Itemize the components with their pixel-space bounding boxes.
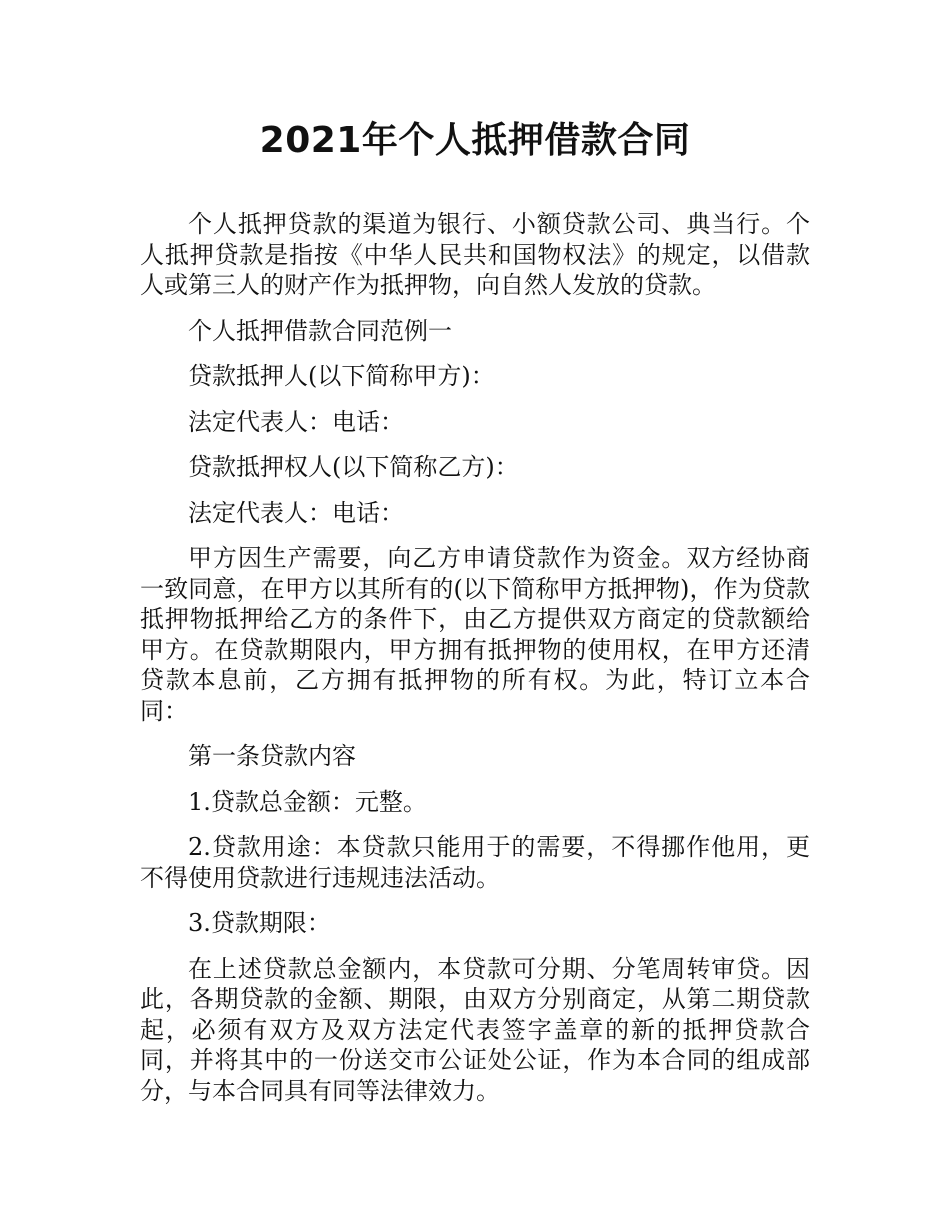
paragraph-preamble: 甲方因生产需要，向乙方申请贷款作为资金。双方经协商一致同意，在甲方以其所有的(以下简称甲方抵押物)，作为贷款抵押物抵押给乙方的条件下，由乙方提供双方商定的贷款额给甲方。在贷款期限内，甲方拥有抵押物的使用权，在甲方还清贷款本息前，乙方拥有抵押物的所有权。为此，特订立本合同： — [140, 544, 810, 725]
paragraph-article-one-heading: 第一条贷款内容 — [188, 742, 356, 770]
document-title: 2021年个人抵押借款合同 — [259, 120, 691, 161]
paragraph-mortgagee-representative: 法定代表人：电话： — [188, 498, 404, 527]
paragraph-mortgagor: 贷款抵押人(以下简称甲方)： — [188, 362, 495, 390]
paragraph-clause-purpose: 2.贷款用途：本贷款只能用于的需要，不得挪作他用，更不得使用贷款进行违规违法活动。 — [140, 833, 810, 892]
paragraph-mortgagor-representative: 法定代表人：电话： — [188, 407, 404, 436]
paragraph-term-details: 在上述贷款总金额内，本贷款可分期、分笔周转审贷。因此，各期贷款的金额、期限，由双方分别商定，从第二期贷款起，必须有双方及双方法定代表签字盖章的新的抵押贷款合同，并将其中的一份送交市公证处公证，作为本合同的组成部分，与本合同具有同等法律效力。 — [140, 954, 810, 1105]
paragraph-intro: 个人抵押贷款的渠道为银行、小额贷款公司、典当行。个人抵押贷款是指按《中华人民共和国物权法》的规定，以借款人或第三人的财产作为抵押物，向自然人发放的贷款。 — [140, 210, 810, 299]
paragraph-clause-amount: 1.贷款总金额：元整。 — [188, 787, 427, 816]
paragraph-clause-term: 3.贷款期限： — [188, 909, 331, 937]
paragraph-mortgagee: 贷款抵押权人(以下简称乙方)： — [188, 453, 519, 481]
paragraph-example-heading: 个人抵押借款合同范例一 — [188, 316, 452, 345]
